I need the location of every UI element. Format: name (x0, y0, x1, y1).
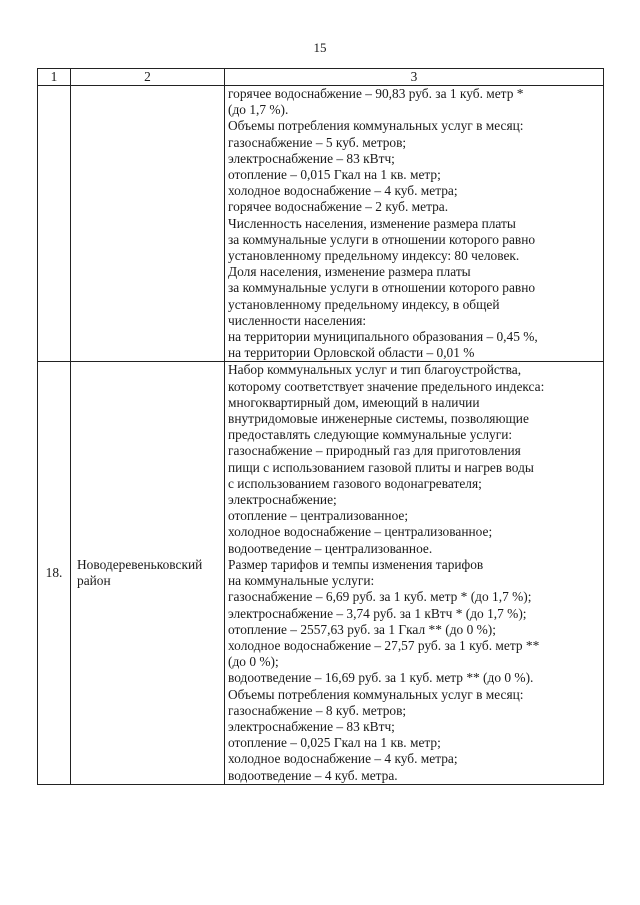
text-line: Объемы потребления коммунальных услуг в месяц: (228, 686, 524, 702)
text-line: (до 1,7 %). (228, 102, 289, 118)
text-line: водоотведение – централизованное. (228, 540, 433, 556)
table-row (38, 86, 604, 362)
text-line: установленному предельному индексу, в общей (228, 296, 500, 312)
text-line: отопление – централизованное; (228, 508, 409, 524)
text-line: водоотведение – 16,69 руб. за 1 куб. метр ** (до 0 %). (228, 670, 534, 686)
text-line: электроснабжение – 83 кВтч; (228, 150, 395, 166)
text-line: Доля населения, изменение размера платы (228, 264, 471, 280)
row-description (225, 86, 604, 362)
text-line: отопление – 2557,63 руб. за 1 Гкал ** (до 0 %); (228, 621, 496, 637)
text-line: Объемы потребления коммунальных услуг в месяц: (228, 118, 524, 134)
text-line: пищи с использованием газовой плиты и нагрев воды (228, 459, 534, 475)
text-line: внутридомовые инженерные системы, позволяющие (228, 411, 529, 427)
text-line: на территории Орловской области – 0,01 % (228, 345, 475, 361)
text-line: Размер тарифов и темпы изменения тарифов (228, 556, 484, 572)
district-name: Новодеревеньковский район (71, 362, 225, 784)
text-line: Набор коммунальных услуг и тип благоустройства, (228, 362, 522, 378)
text-line: установленному предельному индексу: 80 человек. (228, 248, 520, 264)
row-number (38, 86, 71, 362)
text-line: холодное водоснабжение – 4 куб. метра; (228, 183, 458, 199)
text-line: газоснабжение – природный газ для приготовления (228, 443, 521, 459)
page-number: 15 (313, 40, 327, 55)
text-line: газоснабжение – 6,69 руб. за 1 куб. метр * (до 1,7 %); (228, 589, 532, 605)
text-line: водоотведение – 4 куб. метра. (228, 767, 398, 783)
text-line: за коммунальные услуги в отношении которого равно (228, 280, 536, 296)
text-line: Численность населения, изменение размера платы (228, 215, 516, 231)
header-col-1: 1 (38, 69, 71, 86)
text-line: холодное водоснабжение – 27,57 руб. за 1 куб. метр ** (228, 637, 540, 653)
table-row (38, 362, 604, 784)
text-line: многоквартирный дом, имеющий в наличии (228, 394, 480, 410)
tariff-table (37, 68, 604, 785)
header-col-3: 3 (225, 69, 604, 86)
text-line: горячее водоснабжение – 90,83 руб. за 1 куб. метр * (228, 86, 524, 101)
text-line: газоснабжение – 8 куб. метров; (228, 702, 407, 718)
text-line: на территории муниципального образования – 0,45 %, (228, 329, 538, 345)
text-line: электроснабжение – 3,74 руб. за 1 кВтч * (до 1,7 %); (228, 605, 527, 621)
text-line: на коммунальные услуги: (228, 573, 375, 589)
text-line: которому соответствует значение предельного индекса: (228, 378, 545, 394)
text-line: электроснабжение; (228, 492, 337, 508)
text-line: отопление – 0,025 Гкал на 1 кв. метр; (228, 735, 441, 751)
table-header-row (38, 69, 604, 86)
text-line: горячее водоснабжение – 2 куб. метра. (228, 199, 449, 215)
text-line: электроснабжение – 83 кВтч; (228, 718, 395, 734)
text-line: с использованием газового водонагревателя; (228, 475, 482, 491)
row-description (225, 362, 604, 784)
text-line: численности населения: (228, 312, 367, 328)
text-line: (до 0 %); (228, 654, 279, 670)
district-name (71, 86, 225, 362)
text-line: предоставлять следующие коммунальные услуги: (228, 427, 513, 443)
text-line: за коммунальные услуги в отношении которого равно (228, 231, 536, 247)
text-line: газоснабжение – 5 куб. метров; (228, 134, 407, 150)
header-col-2: 2 (71, 69, 225, 86)
text-line: отопление – 0,015 Гкал на 1 кв. метр; (228, 167, 441, 183)
row-number: 18. (38, 362, 71, 784)
text-line: холодное водоснабжение – 4 куб. метра; (228, 751, 458, 767)
text-line: холодное водоснабжение – централизованное; (228, 524, 493, 540)
